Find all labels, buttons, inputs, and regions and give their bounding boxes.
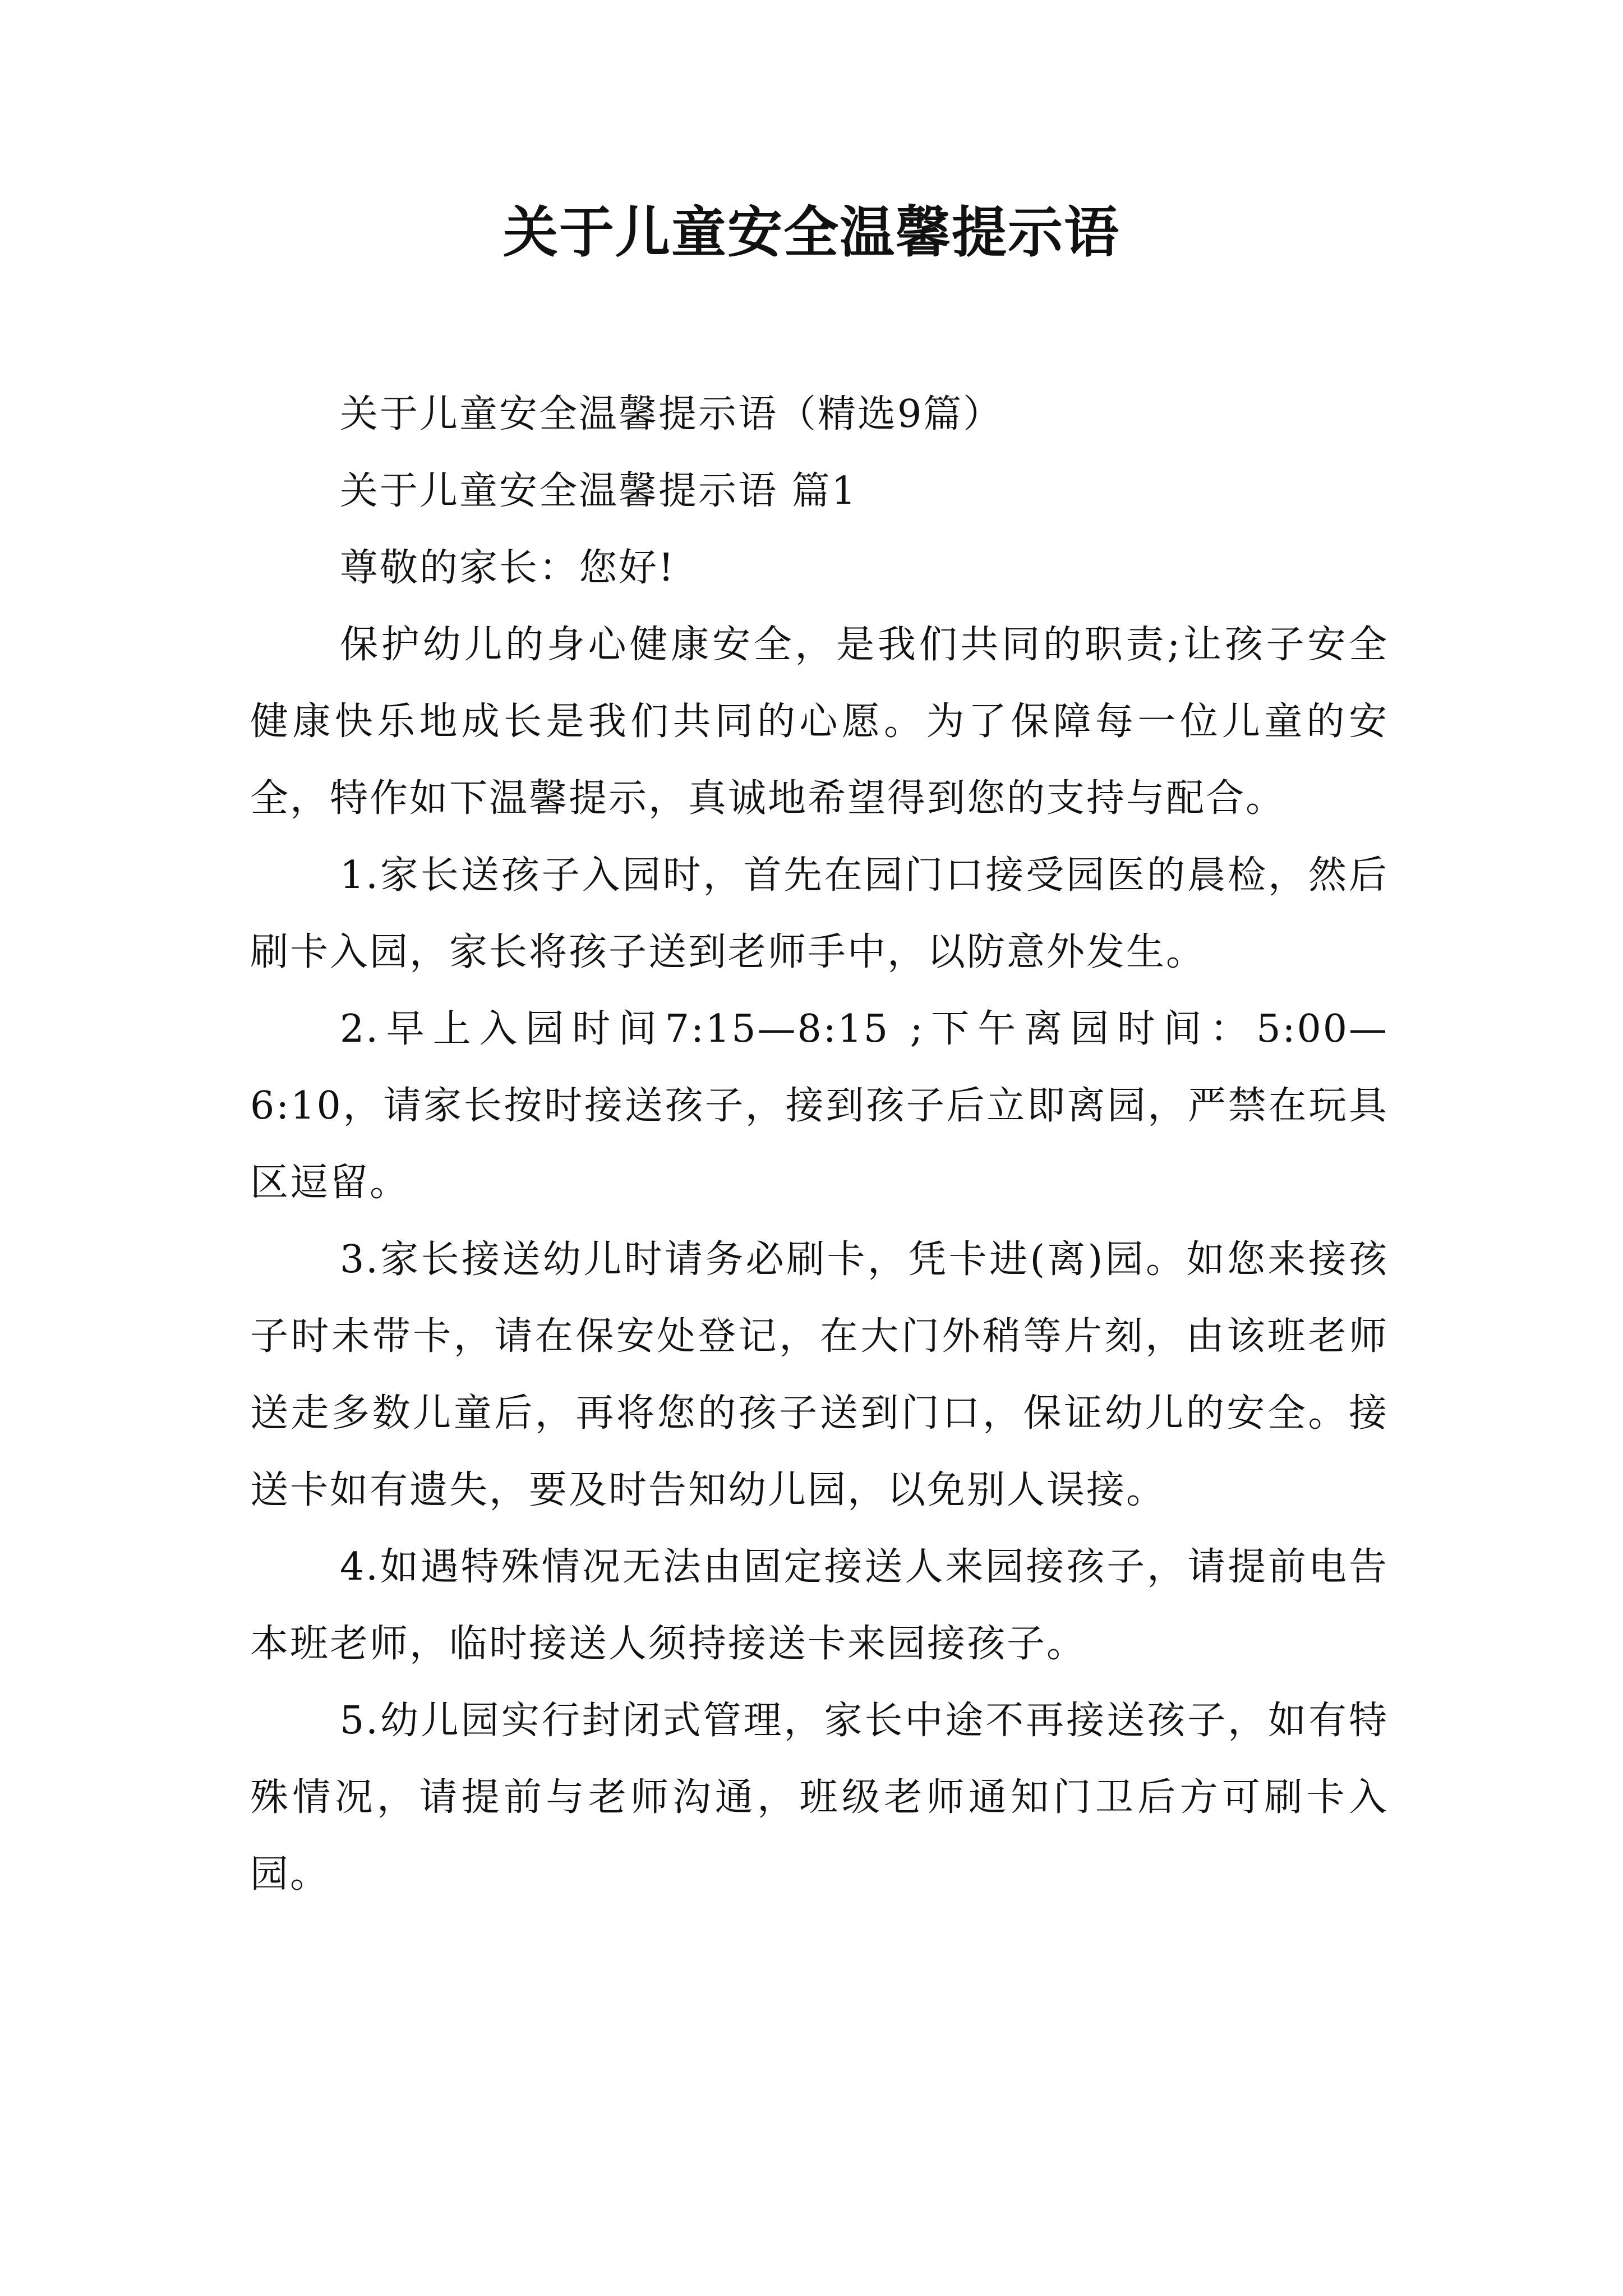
document-body [250, 376, 1389, 1913]
tip-paragraph-2: 2.早上入园时间7:15—8:15 ;下午离园时间：5:00—6:10，请家长按时接送孩子，接到孩子后立即离园，严禁在玩具区逗留。 [250, 1007, 1389, 1205]
document-title: 关于儿童安全温馨提示语 [502, 201, 1120, 265]
tip-paragraph-1: 1.家长送孩子入园时，首先在园门口接受园医的晨检，然后刷卡入园，家长将孩子送到老师手中，以防意外发生。 [250, 853, 1389, 974]
tip-paragraph-4: 4.如遇特殊情况无法由固定接送人来园接孩子，请提前电告本班老师，临时接送人须持接送卡来园接孩子。 [250, 1545, 1389, 1666]
section-heading: 关于儿童安全温馨提示语 篇1 [340, 469, 857, 513]
salutation: 尊敬的家长：您好! [340, 546, 676, 590]
tip-paragraph-3: 3.家长接送幼儿时请务必刷卡，凭卡进(离)园。如您来接孩子时未带卡，请在保安处登记，在大门外稍等片刻，由该班老师送走多数儿童后，再将您的孩子送到门口，保证幼儿的安全。接送卡如有遗失，要及时告知幼儿园，以免别人误接。 [250, 1237, 1389, 1512]
tip-paragraph-5: 5.幼儿园实行封闭式管理，家长中途不再接送孩子，如有特殊情况，请提前与老师沟通，班级老师通知门卫后方可刷卡入园。 [250, 1699, 1389, 1897]
intro-paragraph: 保护幼儿的身心健康安全，是我们共同的职责;让孩子安全健康快乐地成长是我们共同的心愿。为了保障每一位儿童的安全，特作如下温馨提示，真诚地希望得到您的支持与配合。 [250, 623, 1389, 821]
subtitle-paragraph: 关于儿童安全温馨提示语（精选9篇） [340, 392, 1003, 436]
